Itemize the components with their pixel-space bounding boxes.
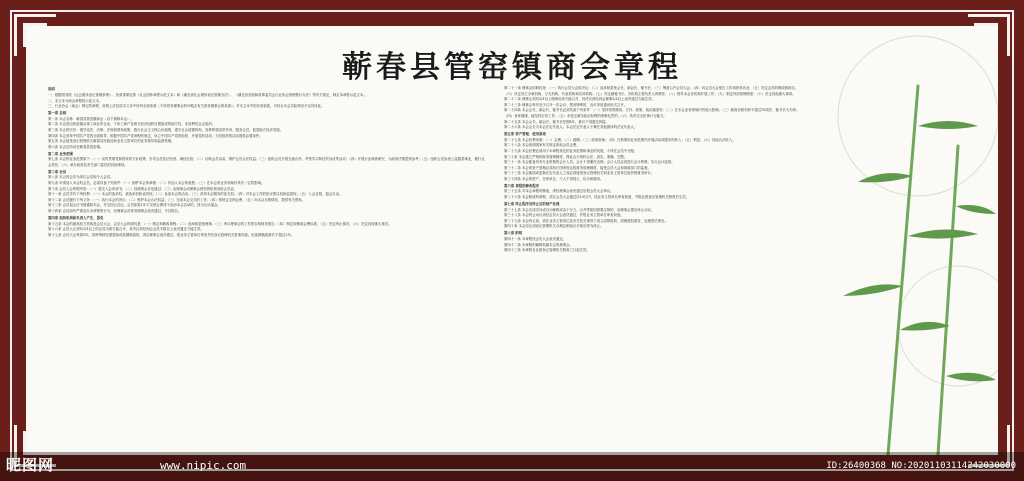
watermark-bar bbox=[0, 452, 1024, 481]
document-title: 蕲春县管窑镇商会章程 bbox=[342, 50, 682, 85]
chapter-column-right bbox=[504, 86, 804, 448]
paragraph: 一、根据国务院《社会团体登记管理条例》、民政部制定的《社会团体章程示范文本》和《湖北省社会团体登记管理办法》、《湖北省发展和改革委员会行业协会管理暂行办法》等有关规定，制定本章程示范文本。 bbox=[48, 92, 367, 97]
paragraph: 第十二条 会员履行下列义务：（一）执行本会的决议；（二）维护本会合法权益；（三）完成本会交办的工作；（四）按规定交纳会费；（五）向本会反映情况，提供有关资料。 bbox=[48, 197, 306, 202]
paragraph: 第十七条 会员大会每届5年。因特殊情况需提前或延期换届的，须由理事会表决通过，报业务主管单位审查并经登记管理机关批准同意。但延期换届最长不超过1年。 bbox=[48, 232, 295, 237]
paragraph: 第二十七条 本会经费来源：（一）会费；（二）捐赠；（三）政府资助；（四）在核准的业务范围内开展活动或服务的收入；（五）利息；（六）其他合法收入。 bbox=[504, 137, 736, 142]
paragraph: 第六条 本会住所设在蕲春县管窑镇。 bbox=[48, 144, 104, 149]
paragraph: 第三十三条 本会换届或更换法定代表人之前必须接受登记管理机关和业务主管单位组织的财务审计。 bbox=[504, 171, 655, 176]
paragraph: 第四十三条 本章程自社团登记管理机关核准之日起生效。 bbox=[504, 248, 590, 253]
paragraph: 三、行业协会（商会）制定的章程，原则上应包括本文本中所列全部条款（不设常务理事会的可略去有关常务理事会的条款）；对本文本中的各项条款，可结合本会实际情况予以具体化。 bbox=[48, 104, 325, 109]
paragraph: 第二条 本会是由管窑镇从事工商业的企业、个体工商户及相关经济组织自愿组成的地方性、非营利性社会组织。 bbox=[48, 122, 216, 127]
paragraph: 第八条 本会的会员为单位会员和个人会员。 bbox=[48, 175, 114, 180]
paragraph: 第三十五条 对本会章程的修改，须经理事会表决通过后报会员大会审议。 bbox=[504, 189, 614, 194]
chapter-column-left bbox=[48, 86, 488, 448]
chapter-heading: 第二章 业务范围 bbox=[48, 151, 73, 156]
paragraph: 第三十七条 本会完成宗旨或自行解散或由于分立、合并等原因需要注销的，由理事会提出终止动议。 bbox=[504, 207, 655, 212]
paragraph: 第七条 本会的业务范围如下：（一）宣传贯彻党和国家的方针政策，引导会员依法经营、诚信经营；（二）反映会员诉求，维护会员合法权益；（三）组织会员开展交流合作、考察学习和经贸洽谈等活动；（四）开展行业调查研究，为政府决策提供参考；（五）组织会员参加公益慈善事业，履行社会责任；（六）承办政府及有关部门委托的其他事项。 bbox=[48, 157, 485, 167]
paragraph: 第三十四条 本会的资产，任何单位、个人不得侵占、私分和挪用。 bbox=[504, 176, 604, 181]
paragraph: 第四十二条 本章程的解释权属本会的理事会。 bbox=[504, 242, 573, 247]
chapter-heading: 第五章 资产管理、使用原则 bbox=[504, 132, 546, 137]
paragraph: 第三条 本会的宗旨：遵守宪法、法律、法规和国家政策，践行社会主义核心价值观，遵守社会道德风尚，发挥桥梁纽带作用，服务会员，促进地方经济发展。 bbox=[48, 127, 284, 132]
paragraph: 说明 bbox=[48, 87, 55, 92]
paragraph: 第二十六条 本会会长为本会法定代表人。本会法定代表人不兼任其他团体的法定代表人。 bbox=[504, 125, 638, 130]
paragraph: 第二十三条 理事会每年至少召开一次会议；情况特殊的，也可采用通讯形式召开。 bbox=[504, 102, 628, 107]
paragraph: 第二十一条 理事会的职权是：（一）执行会员大会的决议；（二）选举和罢免会长、副会长、秘书长；（三）筹备召开会员大会；（四）向会员大会报告工作和财务状况；（五）决定会员的吸收和除名；（六）决定设立办事机构、分支机构、代表机构和实体机构；（七）决定副秘书长、各机构主要负责人的聘任；（八）领导本会各机构开展工作；（九）制定内部管理制度；（十）决定其他重大事项。 bbox=[504, 86, 799, 96]
paragraph: 第二十二条 理事会须有2/3以上理事出席方能召开，其决议须经到会理事2/3以上表决通过方能生效。 bbox=[504, 97, 656, 102]
paragraph: 第四十条 本会经社团登记管理机关办理注销登记手续后即为终止。 bbox=[504, 224, 604, 229]
paragraph: 第二十五条 本会会长、副会长、秘书长任期5年，最长不得超过两届。 bbox=[504, 119, 609, 124]
chapter-heading: 第八章 附则 bbox=[504, 231, 523, 236]
document-panel bbox=[26, 26, 998, 455]
chapter-heading: 第一章 总则 bbox=[48, 111, 67, 116]
watermark-id: ID:26400368 NO:20201103114242030000 bbox=[826, 461, 1016, 471]
paragraph: 第四十一条 本章程经会员大会表决通过。 bbox=[504, 237, 567, 241]
paragraph: 二、本文本为商会章程的示范文本。 bbox=[48, 98, 103, 103]
paragraph: 第十四条 会员如有严重违反本章程的行为，经理事会或常务理事会表决通过，予以除名。 bbox=[48, 209, 182, 214]
paragraph: 第十五条 本会的最高权力机构是会员大会，会员大会的职权是：（一）制定和修改章程；（二）选举和罢免理事；（三）审议理事会的工作报告和财务报告；（四）制定和修改会费标准；（五）决定终止事宜；（六）决定其他重大事宜。 bbox=[48, 221, 392, 226]
watermark-site: www.nipic.com bbox=[160, 459, 247, 472]
paragraph: 第三十八条 本会终止动议须经会员大会表决通过，并报业务主管单位审查同意。 bbox=[504, 213, 624, 218]
paragraph: 第十六条 会员大会须有2/3以上的会员出席方能召开，其决议须经到会会员半数以上表决通过方能生效。 bbox=[48, 227, 204, 232]
paragraph: 第五条 本会接受登记管理机关蕲春县民政局和业务主管单位的业务指导和监督管理。 bbox=[48, 139, 175, 144]
paragraph: 第十条 会员入会的程序是：（一）提交入会申请书；（二）经理事会讨论通过；（三）由理事会或理事会授权的机构发给会员证。 bbox=[48, 186, 238, 191]
paragraph: 第三十一条 本会配备具有专业资格的会计人员。会计不得兼任出纳。会计人员必须进行会计核算，实行会计监督。 bbox=[504, 160, 675, 165]
paragraph: 第二十八条 本会按照国家有关规定收取会员会费。 bbox=[504, 143, 580, 148]
chapter-heading: 第三章 会员 bbox=[48, 169, 67, 174]
paragraph: 第二十四条 本会会长、副会长、秘书长必须具备下列条件：（一）坚持党的路线、方针、政策，政治素质好；（二）在本会业务领域内有较大影响；（三）最高任职年龄不超过70周岁，秘书长为专职；（四）身体健康，能坚持正常工作；（五）未受过剥夺政治权利的刑事处罚的；（六）具有完全民事行为能力。 bbox=[504, 108, 800, 118]
paragraph: 第一条 本会名称：蕲春县管窑镇商会（以下简称本会）。 bbox=[48, 116, 134, 121]
paragraph: 第三十九条 本会终止前，须在业务主管单位及有关机关指导下成立清算组织，清理债权债务，处理善后事宜。 bbox=[504, 218, 668, 223]
watermark-logo: 昵图网 bbox=[6, 456, 55, 474]
paragraph: 第三十条 本会建立严格的财务管理制度，保证会计资料合法、真实、准确、完整。 bbox=[504, 154, 628, 159]
chapter-heading: 第七章 终止程序及终止后的财产处理 bbox=[504, 202, 560, 207]
paragraph: 第九条 申请加入本会的会员，必须具备下列条件：（一）拥护本会的章程；（二）有加入本会的意愿；（三）在本会的业务领域内具有一定的影响。 bbox=[48, 181, 265, 186]
paragraph: 第三十六条 本会修改的章程，须在会员大会通过后15日内，经业务主管单位审查同意，并报社团登记管理机关核准后生效。 bbox=[504, 195, 690, 200]
chapter-heading: 第六章 章程的修改程序 bbox=[504, 183, 540, 188]
paragraph: 第四条 本会坚持中国共产党的全面领导，根据中国共产党章程的规定，设立中国共产党的组织，开展党的活动，为党组织的活动提供必要条件。 bbox=[48, 133, 263, 138]
paragraph: 第三十二条 本会的资产管理必须执行国家规定的财务管理制度，接受会员大会和财政部门的监督。 bbox=[504, 165, 651, 170]
paragraph: 第二十九条 本会经费必须用于本章程规定的业务范围和事业的发展，不得在会员中分配。 bbox=[504, 148, 638, 153]
chapter-heading: 第四章 组织机构和负责人产生、罢免 bbox=[48, 216, 104, 221]
paragraph: 第十一条 会员享有下列权利：（一）本会的选举权、被选举权和表决权；（二）参加本会的活动；（三）获得本会服务的优先权；（四）对本会工作的批评建议权和监督权；（五）入会自愿、退会自由。 bbox=[48, 192, 343, 197]
paragraph: 第十三条 会员退会应书面通知本会，并交回会员证。会员如果1年不交纳会费或不参加本会活动的，视为自动退会。 bbox=[48, 203, 221, 208]
